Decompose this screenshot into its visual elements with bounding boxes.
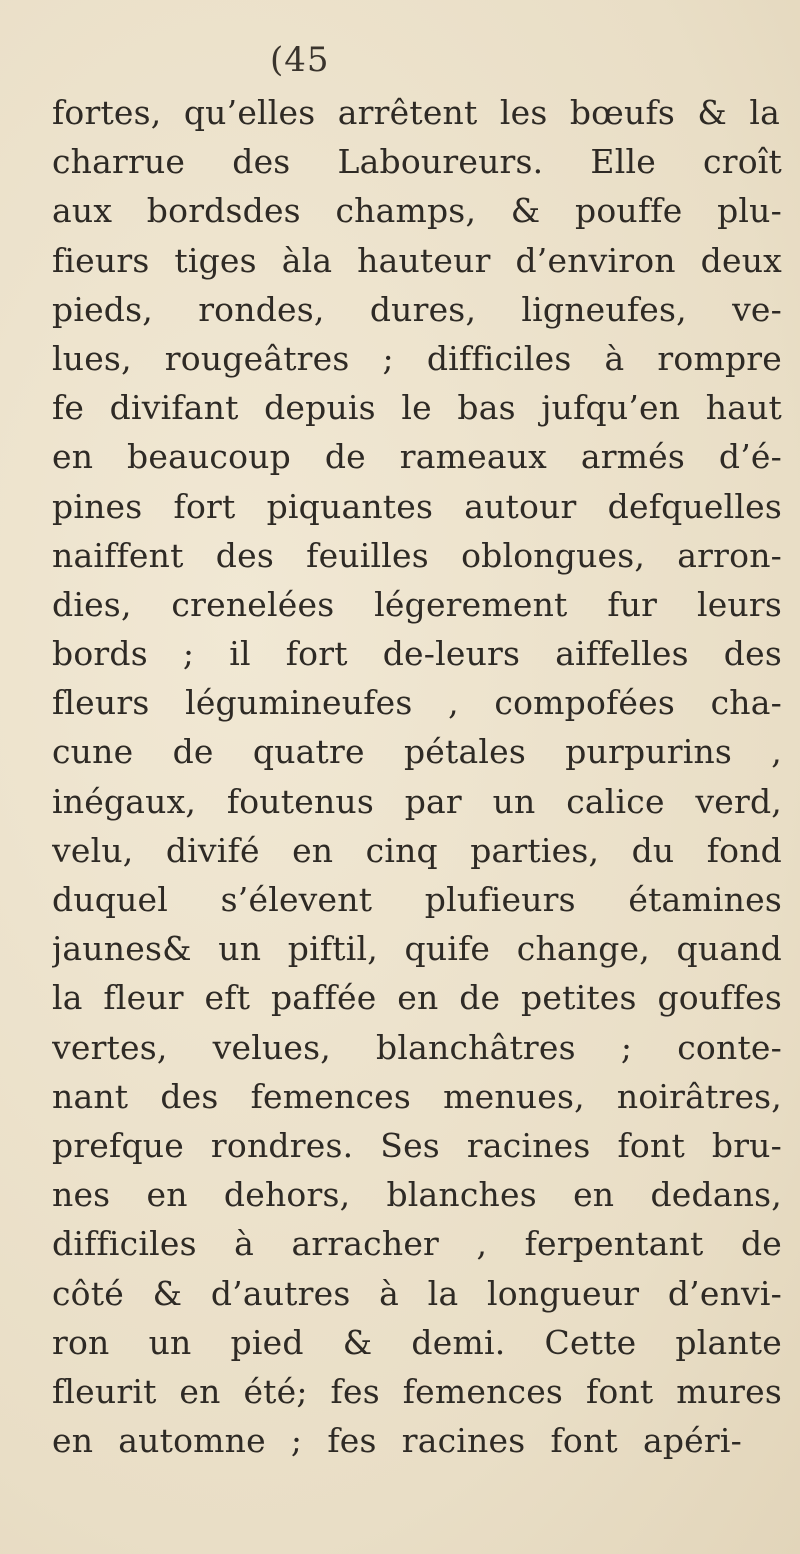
text-line: nant des femences menues, noirâtres, (52, 1076, 782, 1116)
text-line: prefque rondres. Ses racines font bru- (52, 1125, 782, 1165)
text-line: fleurit en été; fes femences font mures (52, 1371, 782, 1411)
text-line: en beaucoup de rameaux armés d’é- (52, 437, 782, 477)
text-line: pines fort piquantes autour defquelles (52, 486, 782, 526)
text-line: fieurs tiges àla hauteur d’environ deux (52, 240, 782, 280)
text-line: nes en dehors, blanches en dedans, (52, 1175, 782, 1215)
text-line: la fleur eft paffée en de petites gouffes (52, 978, 782, 1018)
text-line: pieds, rondes, dures, ligneufes, ve- (52, 289, 782, 329)
text-line: en automne ; fes racines font apéri- (52, 1421, 742, 1461)
text-line: vertes, velues, blanchâtres ; conte- (52, 1027, 782, 1067)
text-line: côté & d’autres à la longueur d’envi- (52, 1273, 782, 1313)
text-line: jaunes& un piftil, quife change, quand (52, 929, 782, 969)
page-number: (45 (270, 40, 330, 80)
text-line: aux bordsdes champs, & pouffe plu- (52, 191, 782, 231)
text-line: difficiles à arracher , ferpentant de (52, 1224, 782, 1264)
text-line: ron un pied & demi. Cette plante (52, 1322, 782, 1362)
text-line: velu, divifé en cinq parties, du fond (52, 830, 782, 870)
body-text (52, 88, 782, 1465)
text-line: cune de quatre pétales purpurins , (52, 732, 782, 772)
text-line: fortes, qu’elles arrêtent les bœufs & la (52, 93, 780, 132)
text-line: bords ; il fort de-leurs aiffelles des (52, 634, 782, 674)
text-line: lues, rougeâtres ; difficiles à rompre (52, 338, 782, 378)
text-line: charrue des Laboureurs. Elle croît (52, 142, 782, 182)
text-line: duquel s’élevent plufieurs étamines (52, 880, 782, 919)
text-line: inégaux, foutenus par un calice verd, (52, 781, 782, 821)
text-line: dies, crenelées légerement fur leurs (52, 584, 782, 624)
text-line: fleurs légumineufes , compofées cha- (52, 683, 782, 723)
text-line: fe divifant depuis le bas jufqu’en haut (52, 388, 782, 428)
text-line: naiffent des feuilles oblongues, arron- (52, 535, 782, 575)
